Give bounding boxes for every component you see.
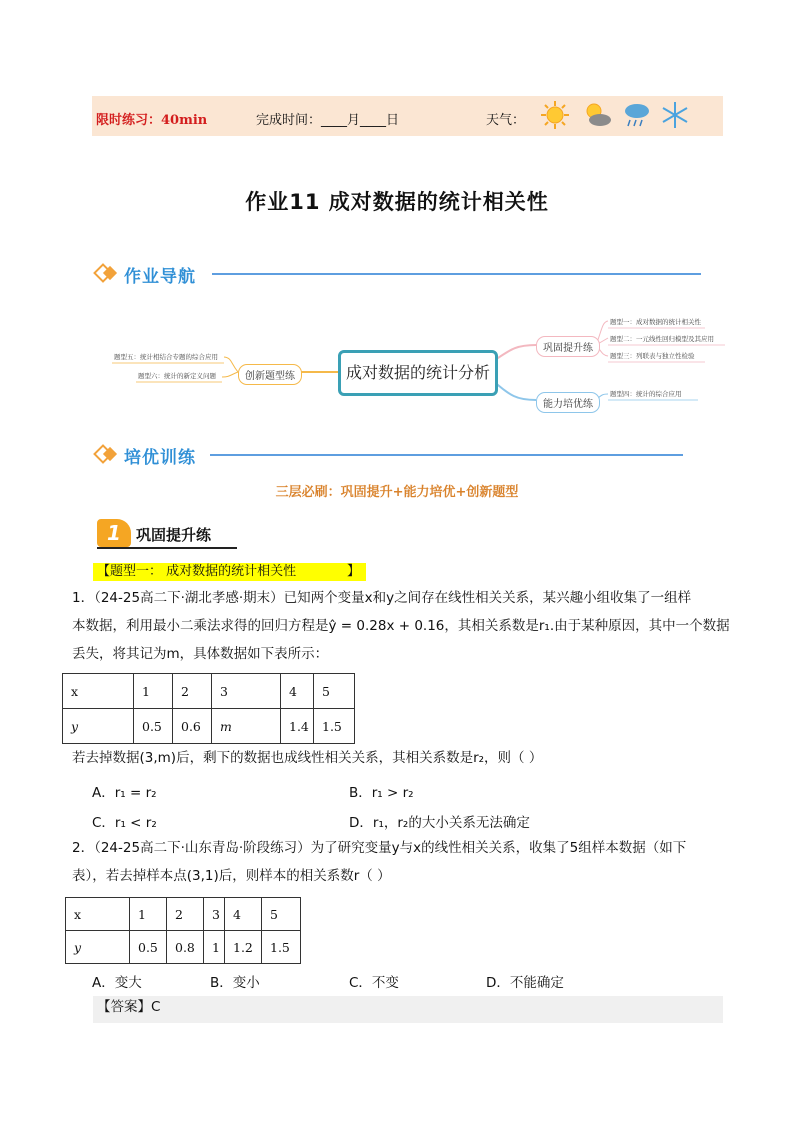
level-title: 巩固提升练: [136, 526, 212, 544]
leaf-type6: 题型六：统计的新定义问题: [138, 372, 216, 380]
q1-stem: 1．（24-25高二下·湖北孝感·期末）已知两个变量x和y之间存在线性相关关系，某兴趣小组收集了一组样 本数据，利用最小二乘法求得的回归方程是ŷ = 0.28x + 0.16，其相关系数是r₁.由于某种原因，其中一个数据 丢失，将其记为m，具体数据如下表所示：: [72, 590, 730, 662]
q2-answer: 【答案】C: [93, 996, 723, 1023]
q1-data-table: [62, 673, 355, 744]
leaf-type3: 题型三：列联表与独立性检验: [610, 352, 695, 360]
nav-section-label: 作业导航: [124, 267, 196, 287]
completion-time: 完成时间：____月____日: [256, 113, 400, 128]
q2-option-b[interactable]: B．变小: [210, 975, 260, 991]
leaf-type5: 题型五：统计相结合专题的综合应用: [114, 353, 218, 361]
training-subtitle: 三层必刷：巩固提升+能力培优+创新题型: [275, 485, 519, 500]
leaf-type4: 题型四：统计的综合应用: [610, 390, 682, 398]
mindmap-center: 成对数据的统计分析: [338, 350, 498, 396]
q2-option-c[interactable]: C．不变: [349, 975, 399, 991]
training-section-header: [96, 442, 683, 468]
level-badge: 1: [97, 519, 131, 547]
table-row: x 1 2 3 4 5: [66, 898, 301, 931]
q2-data-table: [65, 897, 301, 964]
q2-stem: 2．（24-25高二下·山东青岛·阶段练习）为了研究变量y与x的线性相关关系，收集了5组样本数据（如下 表），若去掉样本点(3,1)后，则样本的相关系数r（ ）: [72, 840, 687, 884]
q1-option-b[interactable]: B．r₁ > r₂: [349, 785, 414, 801]
leaf-type2: 题型二：一元线性回归模型及其应用: [610, 335, 714, 343]
question-type-label: 【题型一： 成对数据的统计相关性 】: [93, 563, 366, 581]
page-title: 作业11 成对数据的统计相关性: [245, 190, 549, 214]
q2-option-d[interactable]: D．不能确定: [486, 975, 564, 991]
table-row: y 0.5 0.6 m 1.4 1.5: [63, 709, 355, 744]
leaf-type1: 题型一：成对数据的统计相关性: [610, 318, 701, 326]
branch-ability: 能力培优练: [536, 392, 600, 413]
time-limit: 限时练习：40min: [96, 113, 208, 128]
weather-label: 天气：: [486, 113, 526, 128]
q1-option-a[interactable]: A．r₁ = r₂: [92, 785, 157, 801]
branch-consolidate: 巩固提升练: [536, 336, 600, 357]
branch-innovate: 创新题型练: [238, 364, 302, 385]
q1-condition: 若去掉数据(3,m)后，剩下的数据也成线性相关关系，其相关系数是r₂，则（ ）: [72, 750, 543, 766]
table-row: x 1 2 3 4 5: [63, 674, 355, 709]
q1-option-c[interactable]: C．r₁ < r₂: [92, 815, 157, 831]
q1-option-d[interactable]: D．r₁，r₂的大小关系无法确定: [349, 815, 530, 831]
training-section-label: 培优训练: [124, 448, 196, 468]
table-row: y 0.5 0.8 1 1.2 1.5: [66, 931, 301, 964]
q2-option-a[interactable]: A．变大: [92, 975, 142, 991]
